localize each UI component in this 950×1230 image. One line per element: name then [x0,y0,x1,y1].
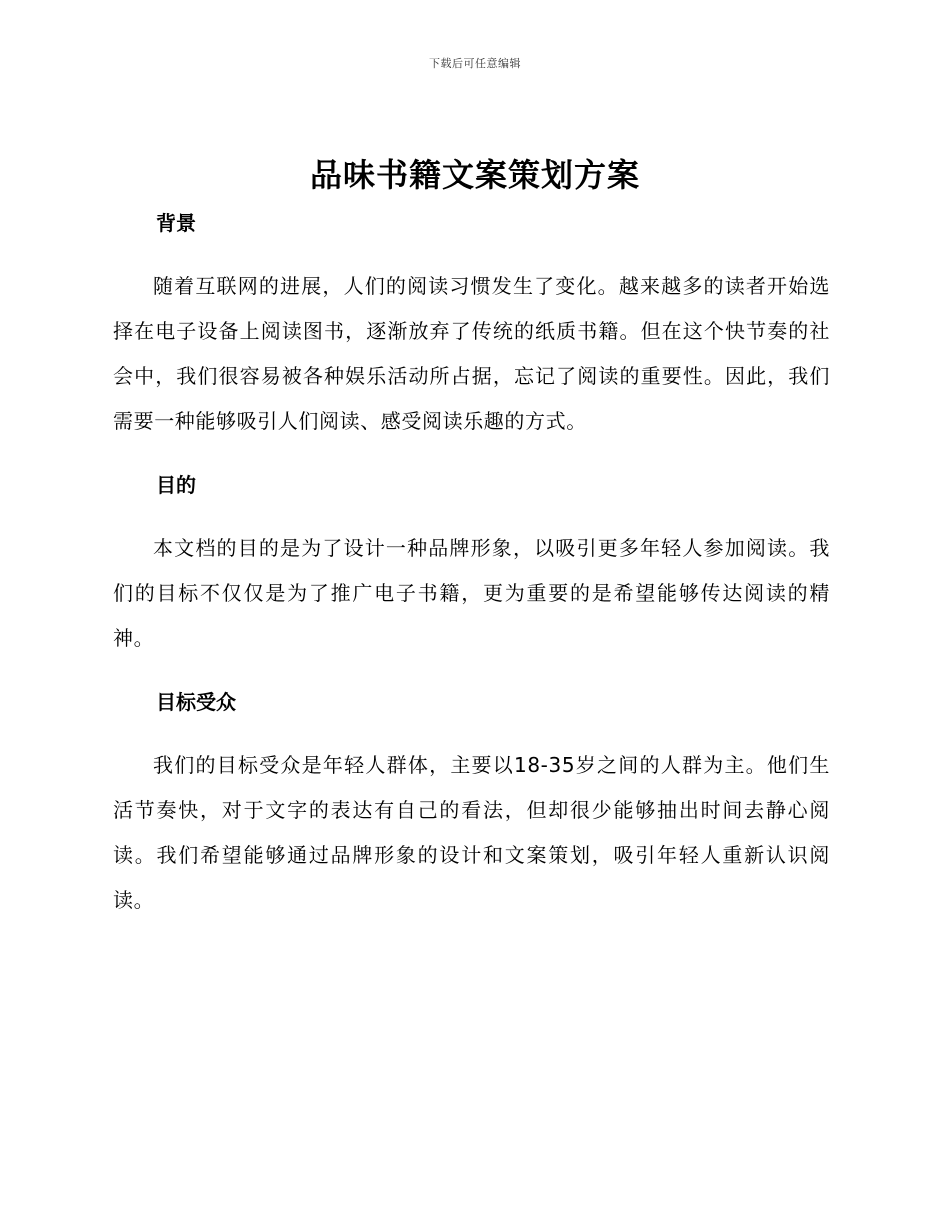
section-paragraph-purpose: 本文档的目的是为了设计一种品牌形象，以吸引更多年轻人参加阅读。我们的目标不仅仅是为了推广电子书籍，更为重要的是希望能够传达阅读的精神。 [113,536,830,650]
section-heading-target-audience: 目标受众 [156,690,236,714]
section-background [113,208,830,444]
document-body [113,206,830,923]
page-header-note: 下载后可任意编辑 [429,57,521,70]
section-paragraph-target-audience: 我们的目标受众是年轻人群体，主要以18-35岁之间的人群为主。他们生活节奏快，对于文字的表达有自己的看法，但却很少能够抽出时间去静心阅读。我们希望能够通过品牌形象的设计和文案策划，吸引年轻人重新认识阅读。 [113,753,830,912]
document-title: 品味书籍文案策划方案 [309,156,640,194]
section-paragraph-background: 随着互联网的进展，人们的阅读习惯发生了变化。越来越多的读者开始选择在电子设备上阅读图书，逐渐放弃了传统的纸质书籍。但在这个快节奏的社会中，我们很容易被各种娱乐活动所占据，忘记了阅读的重要性。因此，我们需要一种能够吸引人们阅读、感受阅读乐趣的方式。 [113,274,830,433]
section-heading-purpose: 目的 [156,473,196,497]
section-heading-background: 背景 [156,211,196,235]
section-target-audience [113,687,830,923]
section-purpose [113,470,830,661]
